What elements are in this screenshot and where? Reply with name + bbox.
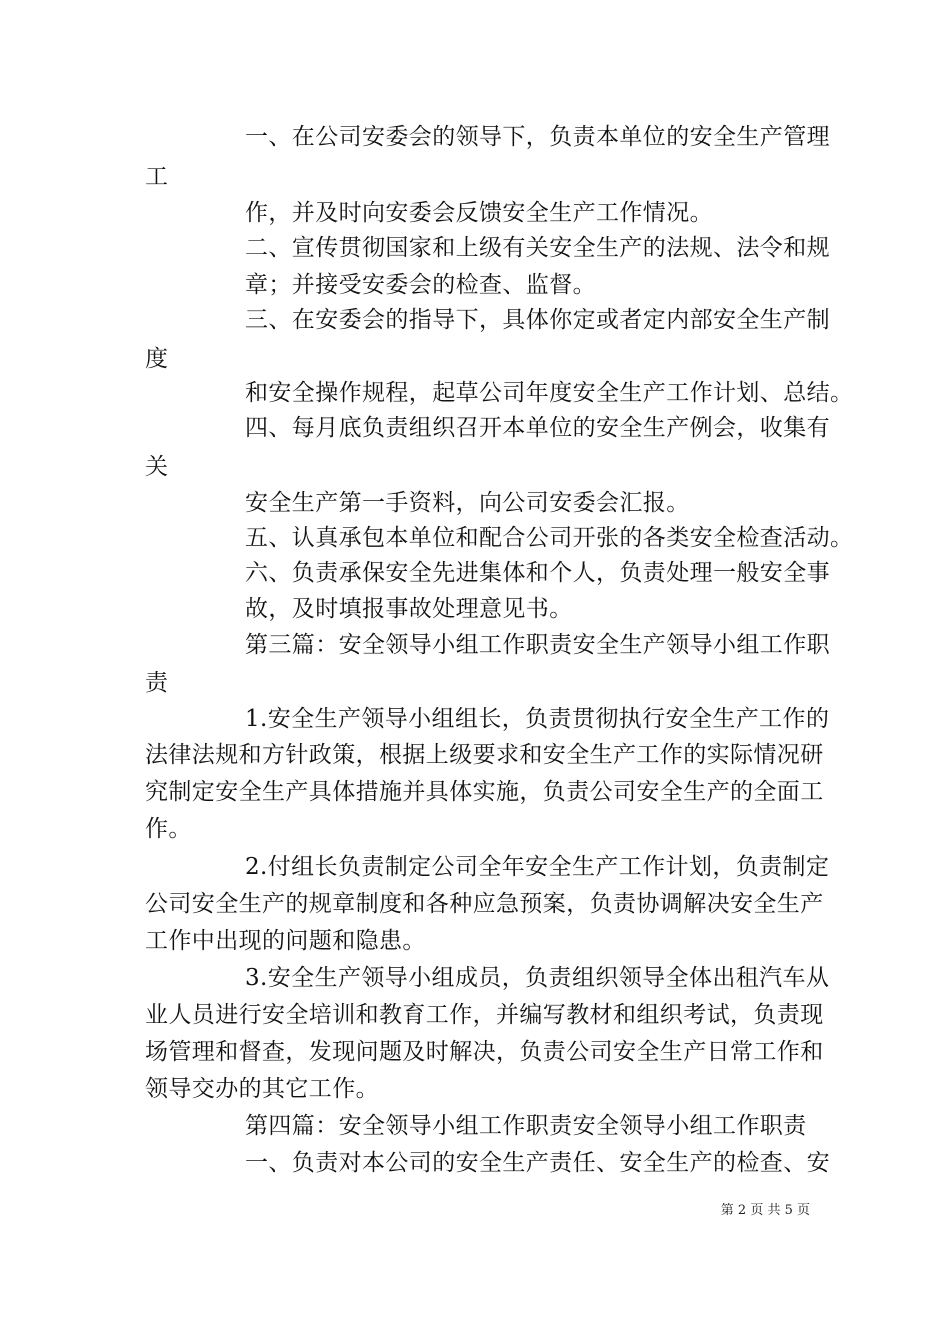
text-line: 工作中出现的问题和隐患。 <box>145 928 426 954</box>
text-line: 三、在安委会的指导下，具体你定或者定内部安全生产制 <box>245 307 830 333</box>
text-line: 场管理和督查，发现问题及时解决，负责公司安全生产日常工作和 <box>145 1039 824 1065</box>
text-line: 领导交办的其它工作。 <box>145 1076 379 1102</box>
text-line: 和安全操作规程，起草公司年度安全生产工作计划、总结。 <box>245 380 854 406</box>
text-line: 五、认真承包本单位和配合公司开张的各类安全检查活动。 <box>245 525 854 551</box>
text-line: 安全生产第一手资料，向公司安委会汇报。 <box>245 490 690 516</box>
text-line: 3.安全生产领导小组成员，负责组织领导全体出租汽车从 <box>245 965 830 991</box>
section-heading: 责 <box>145 670 169 696</box>
text-line: 2.付组长负责制定公司全年安全生产工作计划，负责制定 <box>245 854 830 880</box>
text-line: 二、宣传贯彻国家和上级有关安全生产的法规、法令和规 <box>245 235 830 261</box>
text-line: 究制定安全生产具体措施并具体实施，负责公司安全生产的全面工 <box>145 779 824 805</box>
text-line: 章；并接受安委会的检查、监督。 <box>245 272 596 298</box>
text-line: 度 <box>145 346 169 372</box>
text-line: 一、负责对本公司的安全生产责任、安全生产的检查、安 <box>245 1150 830 1176</box>
text-line: 一、在公司安委会的领导下，负责本单位的安全生产管理 <box>245 124 830 150</box>
text-line: 六、负责承保安全先进集体和个人，负责处理一般安全事 <box>245 560 830 586</box>
text-line: 法律法规和方针政策，根据上级要求和安全生产工作的实际情况研 <box>145 742 824 768</box>
text-line: 作，并及时向安委会反馈安全生产工作情况。 <box>245 200 713 226</box>
text-line: 作。 <box>145 816 192 842</box>
text-line: 关 <box>145 454 169 480</box>
section-heading: 第四篇：安全领导小组工作职责安全领导小组工作职责 <box>245 1113 807 1139</box>
text-line: 1.安全生产领导小组组长，负责贯彻执行安全生产工作的 <box>245 706 830 732</box>
text-line: 四、每月底负责组织召开本单位的安全生产例会，收集有 <box>245 415 830 441</box>
text-line: 公司安全生产的规章制度和各种应急预案，负责协调解决安全生产 <box>145 891 824 917</box>
page-number: 第 2 页 共 5 页 <box>720 1203 810 1218</box>
text-line: 业人员进行安全培训和教育工作，并编写教材和组织考试，负责现 <box>145 1002 824 1028</box>
section-heading: 第三篇：安全领导小组工作职责安全生产领导小组工作职 <box>245 632 830 658</box>
text-line: 故，及时填报事故处理意见书。 <box>245 596 573 622</box>
text-line: 工 <box>145 164 169 190</box>
